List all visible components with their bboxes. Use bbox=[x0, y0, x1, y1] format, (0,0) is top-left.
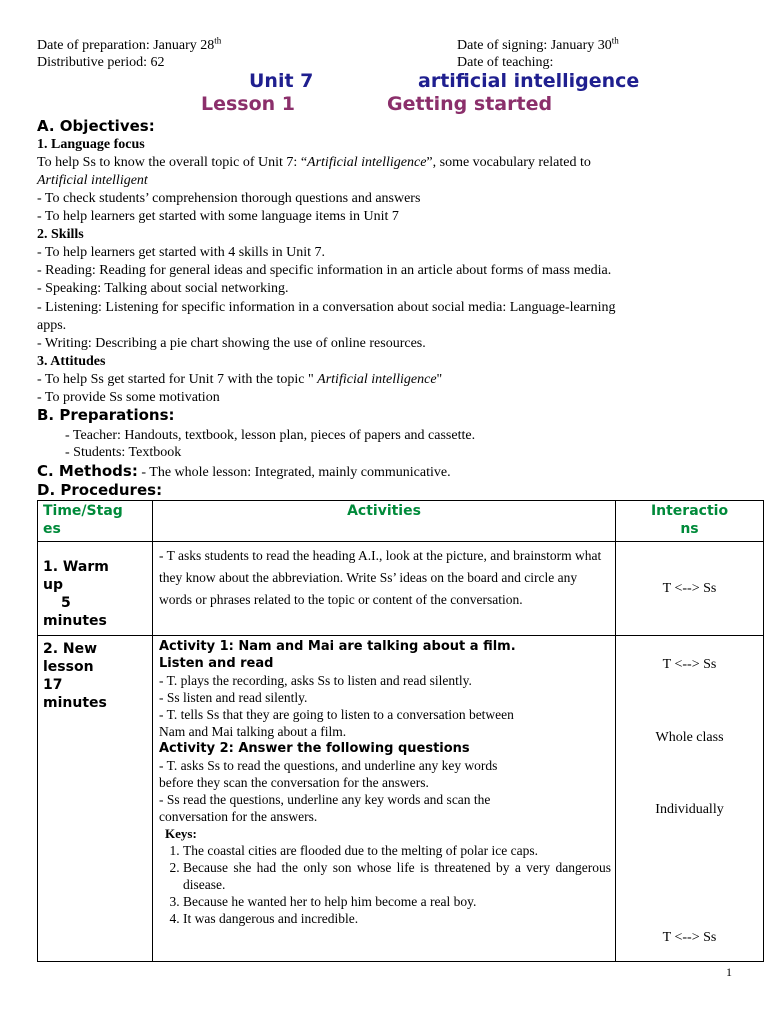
activity-1-line: - Ss listen and read silently. bbox=[159, 690, 308, 705]
keys-list bbox=[159, 842, 611, 927]
activity-1-line: - T. plays the recording, asks Ss to listen and read silently. bbox=[159, 673, 472, 688]
skills-line-6: - Writing: Describing a pie chart showing the use of online resources. bbox=[37, 336, 426, 351]
activity-1-line: Nam and Mai talking about a film. bbox=[159, 724, 347, 739]
date-of-preparation: Date of preparation: January 28th bbox=[37, 35, 222, 53]
keys-title: Keys: bbox=[165, 826, 197, 841]
row2-interaction-1: T <--> Ss bbox=[662, 657, 717, 672]
activity-1-title: Activity 1: Nam and Mai are talking about a film. bbox=[159, 639, 516, 654]
row2-time: 2. New lesson 17 minutes bbox=[38, 636, 153, 962]
date-of-signing: Date of signing: January 30th bbox=[457, 35, 619, 53]
procedures-heading: D. Procedures: bbox=[37, 481, 163, 499]
table-row bbox=[38, 542, 764, 636]
skills-line-1: - To help learners get started with 4 skills in Unit 7. bbox=[37, 245, 326, 260]
key-item: 3. Because he wanted her to help him become a real boy. bbox=[183, 893, 611, 910]
row2-interaction-4: T <--> Ss bbox=[662, 930, 717, 945]
key-item: 4. It was dangerous and incredible. bbox=[183, 910, 611, 927]
language-focus-line-2: Artificial intelligent bbox=[37, 173, 148, 188]
row2-interactions bbox=[616, 636, 764, 962]
language-focus-heading: 1. Language focus bbox=[37, 137, 145, 152]
activity-1-subtitle: Listen and read bbox=[159, 656, 274, 671]
lesson-number: Lesson 1 bbox=[201, 93, 296, 115]
activity-2-line: before they scan the conversation for the answers. bbox=[159, 775, 429, 790]
skills-line-2: - Reading: Reading for general ideas and specific information in an article about forms of mass media. bbox=[37, 263, 612, 278]
attitudes-line-2: - To provide Ss some motivation bbox=[37, 390, 220, 405]
row1-activity: - T asks students to read the heading A.I., look at the picture, and brainstorm what they know about the abbreviation. Write Ss’ ideas on the board and circle any words or phrases related to the topic or content of the conversation. bbox=[153, 542, 616, 636]
row2-interaction-2: Whole class bbox=[655, 730, 724, 745]
language-focus-line-4: - To help learners get started with some language items in Unit 7 bbox=[37, 209, 399, 224]
skills-line-4: - Listening: Listening for specific information in a conversation about social media: Language-learning bbox=[37, 300, 616, 315]
table-header-row bbox=[38, 501, 764, 542]
activity-1-line: - T. tells Ss that they are going to listen to a conversation between bbox=[159, 707, 514, 722]
activity-2-title: Activity 2: Answer the following questions bbox=[159, 741, 470, 756]
row1-interaction: T <--> Ss bbox=[616, 542, 764, 636]
date-of-teaching: Date of teaching: bbox=[457, 55, 554, 70]
row1-time: 1. Warm up 5 minutes bbox=[38, 542, 153, 636]
header-activities: Activities bbox=[153, 501, 616, 542]
methods-line bbox=[37, 463, 451, 481]
activity-2-line: - T. asks Ss to read the questions, and underline any key words bbox=[159, 758, 498, 773]
skills-line-5: apps. bbox=[37, 318, 67, 333]
header-time-stages: Time/Stag es bbox=[38, 501, 153, 542]
row2-activity bbox=[153, 636, 616, 962]
objectives-heading: A. Objectives: bbox=[37, 117, 155, 135]
preparations-heading: B. Preparations: bbox=[37, 406, 175, 424]
table-row bbox=[38, 636, 764, 962]
activity-2-line: conversation for the answers. bbox=[159, 809, 318, 824]
language-focus-line-1: To help Ss to know the overall topic of Unit 7: “Artificial intelligence”, some vocabulary related to bbox=[37, 155, 591, 170]
row2-interaction-3: Individually bbox=[655, 802, 724, 817]
language-focus-line-3: - To check students’ comprehension thorough questions and answers bbox=[37, 191, 421, 206]
unit-number: Unit 7 bbox=[249, 70, 314, 92]
attitudes-line-1: - To help Ss get started for Unit 7 with the topic " Artificial intelligence" bbox=[37, 372, 443, 387]
methods-text: - The whole lesson: Integrated, mainly communicative. bbox=[137, 465, 451, 480]
key-item: 2. Because she had the only son whose life is threatened by a very dangerous disease. bbox=[183, 859, 611, 893]
skills-line-3: - Speaking: Talking about social networking. bbox=[37, 281, 289, 296]
preparations-teacher: - Teacher: Handouts, textbook, lesson plan, pieces of papers and cassette. bbox=[65, 428, 476, 443]
preparations-students: - Students: Textbook bbox=[65, 445, 182, 460]
attitudes-heading: 3. Attitudes bbox=[37, 354, 106, 369]
lesson-title: Getting started bbox=[387, 93, 553, 115]
activity-2-line: - Ss read the questions, underline any key words and scan the bbox=[159, 792, 491, 807]
unit-title: artificial intelligence bbox=[418, 70, 640, 92]
distributive-period: Distributive period: 62 bbox=[37, 55, 165, 70]
key-item: 1. The coastal cities are flooded due to the melting of polar ice caps. bbox=[183, 842, 611, 859]
skills-heading: 2. Skills bbox=[37, 227, 84, 242]
methods-heading: C. Methods: bbox=[37, 462, 138, 480]
header-interactions: Interactio ns bbox=[616, 501, 764, 542]
procedures-table bbox=[37, 500, 764, 962]
page-number: 1 bbox=[726, 965, 732, 979]
